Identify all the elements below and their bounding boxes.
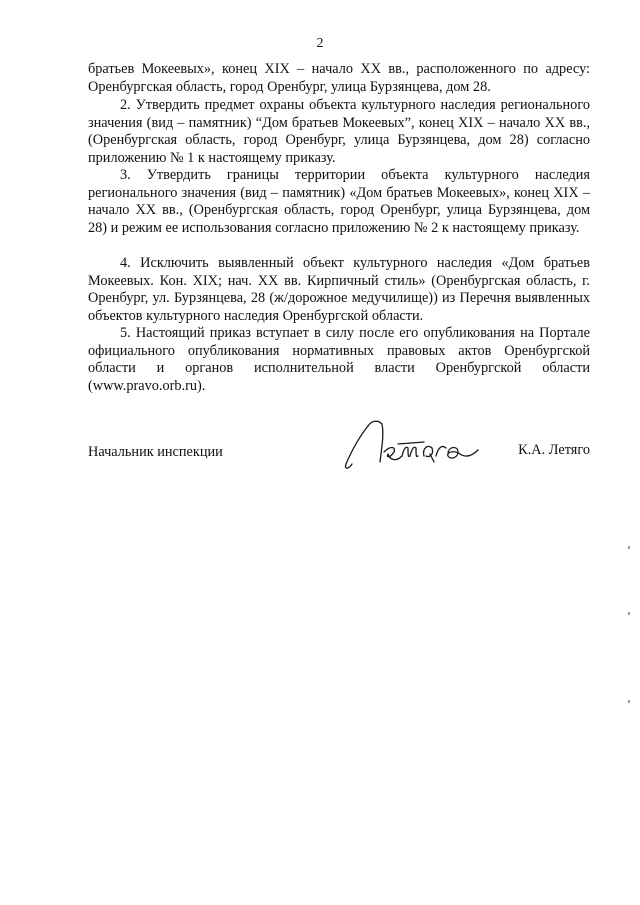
paragraph-item-5 bbox=[88, 325, 590, 395]
paragraph-text: 3. Утвердить границы территории объекта культурного наследия регионального значения (вид – памятник) «Дом братьев Мокеевых», конец XIX – начало XX вв., (Оренбургская область, город Оренбург, улица Бурзянцева, дом 28) и режим ее использования согласно приложению № 2 к настоящему приказу. bbox=[88, 167, 590, 236]
paragraph-text: 4. Исключить выявленный объект культурного наследия «Дом братьев Мокеевых. Кон. XIX; нач. XX вв. Кирпичный стиль» (Оренбургская область, г. Оренбург, ул. Бурзянцева, 28 (ж/дорожное медучилище)) из Перечня выявленных объектов культурного наследия Оренбургской области. bbox=[88, 255, 590, 324]
signer-name: К.А. Летяго bbox=[518, 442, 590, 458]
signature-block bbox=[88, 438, 590, 478]
scan-artifact bbox=[628, 546, 630, 549]
paragraph-text: 2. Утвердить предмет охраны объекта культурного наследия регионального значения (вид – памятник) “Дом братьев Мокеевых”, конец XIX – начало XX вв., (Оренбургская область, город Оренбург, улица Бурзянцева, дом 28) согласно приложению № 1 к настоящему приказу. bbox=[88, 97, 590, 166]
paragraph-text: 5. Настоящий приказ вступает в силу после его опубликования на Портале официального опубликования нормативных правовых актов Оренбургской области и органов исполнительной власти Оренбургской области (www.pravo.orb.ru). bbox=[88, 325, 590, 394]
paragraph-item-3 bbox=[88, 167, 590, 237]
paragraph-item-4 bbox=[88, 255, 590, 325]
scan-artifact bbox=[628, 700, 630, 703]
signer-position: Начальник инспекции bbox=[88, 444, 223, 460]
paragraph-text: братьев Мокеевых», конец XIX – начало XX вв., расположенного по адресу: Оренбургская область, город Оренбург, улица Бурзянцева, дом 28. bbox=[88, 61, 590, 95]
paragraph-continuation bbox=[88, 61, 590, 96]
paragraph-item-2 bbox=[88, 97, 590, 167]
page-number: 2 bbox=[316, 36, 324, 51]
handwritten-signature bbox=[338, 412, 488, 476]
scan-artifact bbox=[628, 612, 630, 615]
